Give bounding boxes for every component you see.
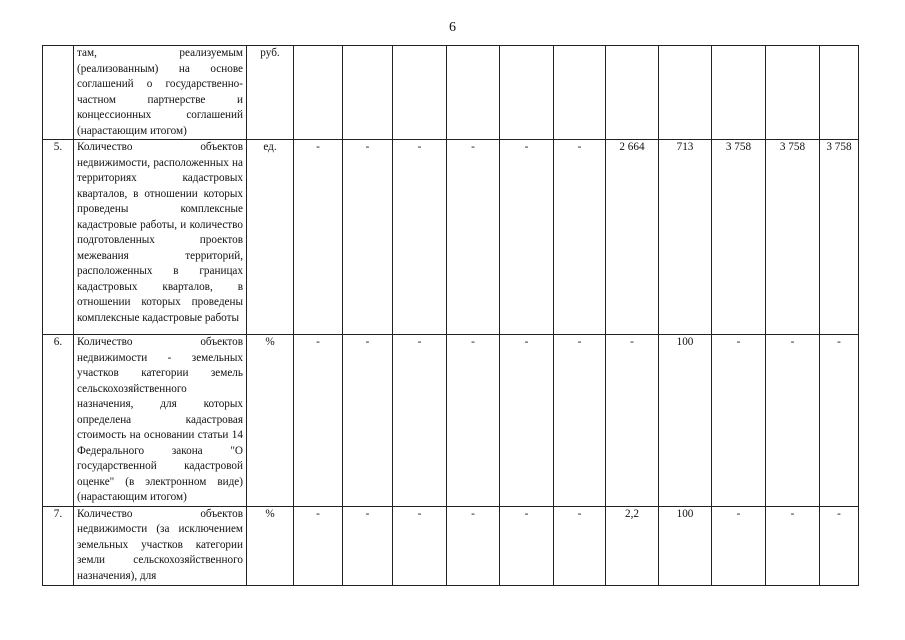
value-cell: [393, 46, 447, 140]
value-cell: -: [820, 506, 859, 585]
value-cell: 3 758: [712, 140, 766, 335]
value-cell: -: [447, 140, 500, 335]
value-cell: -: [554, 506, 606, 585]
value-cell: -: [294, 140, 343, 335]
value-cell: [606, 46, 659, 140]
unit-cell: ед.: [247, 140, 294, 335]
value-cell: -: [343, 506, 393, 585]
value-cell: -: [500, 335, 554, 507]
value-cell: -: [294, 506, 343, 585]
row-number: 5.: [43, 140, 74, 335]
value-cell: -: [343, 140, 393, 335]
value-cell: -: [554, 140, 606, 335]
table-row: [43, 140, 859, 335]
unit-cell: руб.: [247, 46, 294, 140]
value-cell: [712, 46, 766, 140]
value-cell: 100: [659, 506, 712, 585]
indicators-table: [42, 45, 859, 586]
row-number: 6.: [43, 335, 74, 507]
value-cell: 3 758: [820, 140, 859, 335]
value-cell: -: [393, 335, 447, 507]
value-cell: -: [500, 506, 554, 585]
value-cell: [766, 46, 820, 140]
value-cell: 3 758: [766, 140, 820, 335]
value-cell: [554, 46, 606, 140]
value-cell: -: [393, 140, 447, 335]
value-cell: -: [554, 335, 606, 507]
page-number: 6: [449, 20, 456, 35]
value-cell: -: [294, 335, 343, 507]
value-cell: 100: [659, 335, 712, 507]
value-cell: -: [712, 335, 766, 507]
table-row: [43, 335, 859, 507]
value-cell: [343, 46, 393, 140]
value-cell: -: [447, 506, 500, 585]
indicator-name: Количество объектов недвижимости (за исключением земельных участков категории земли сельскохозяйственного назначения), для: [74, 506, 247, 585]
value-cell: -: [343, 335, 393, 507]
indicator-name: Количество объектов недвижимости, расположенных на территориях кадастровых кварталов, в отношении которых проведены комплексные кадастровые работы, и количество подготовленных проектов межевания территорий, расположенных в границах кадастровых кварталов, в отношении которых проведены комплексные кадастровые работы: [74, 140, 247, 335]
indicator-name: там, реализуемым (реализованным) на основе соглашений о государственно-частном партнерстве и концессионных соглашений (нарастающим итогом): [74, 46, 247, 140]
value-cell: -: [766, 506, 820, 585]
row-number: [43, 46, 74, 140]
unit-cell: %: [247, 506, 294, 585]
value-cell: -: [500, 140, 554, 335]
value-cell: -: [820, 335, 859, 507]
value-cell: [659, 46, 712, 140]
value-cell: -: [766, 335, 820, 507]
value-cell: 713: [659, 140, 712, 335]
value-cell: [447, 46, 500, 140]
indicator-name: Количество объектов недвижимости - земельных участков категории земель сельскохозяйственного назначения, для которых определена кадастровая стоимость на основании статьи 14 Федерального закона "О государственной кадастровой оценке" (в электронном виде) (нарастающим итогом): [74, 335, 247, 507]
row-number: 7.: [43, 506, 74, 585]
value-cell: [500, 46, 554, 140]
table-row: [43, 46, 859, 140]
value-cell: [294, 46, 343, 140]
value-cell: 2 664: [606, 140, 659, 335]
value-cell: -: [393, 506, 447, 585]
value-cell: -: [606, 335, 659, 507]
value-cell: 2,2: [606, 506, 659, 585]
unit-cell: %: [247, 335, 294, 507]
value-cell: [820, 46, 859, 140]
value-cell: -: [447, 335, 500, 507]
table-row: [43, 506, 859, 585]
value-cell: -: [712, 506, 766, 585]
